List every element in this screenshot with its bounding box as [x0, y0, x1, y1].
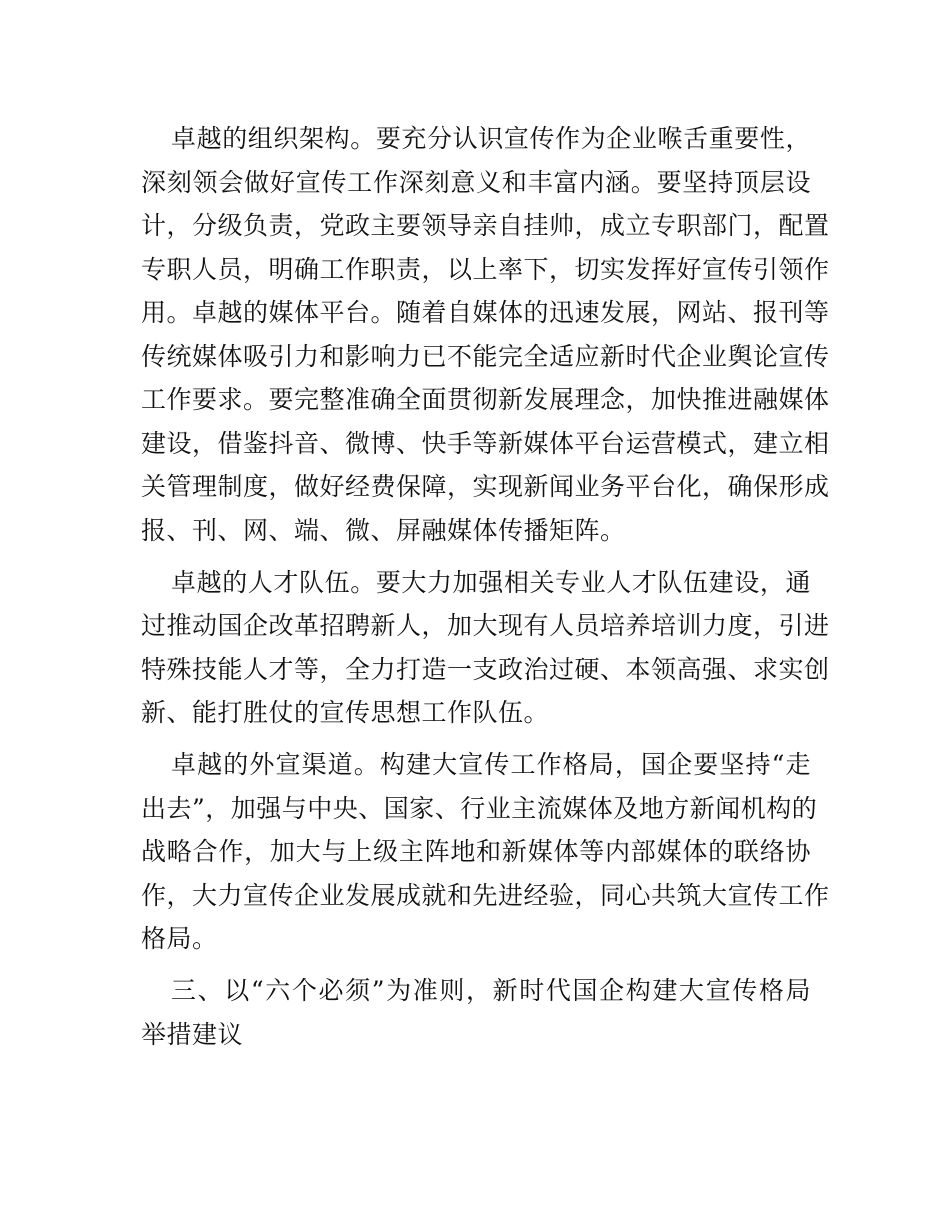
paragraph-line: 卓越的人才队伍。要大力加强相关专业人才队伍建设，通 [171, 567, 811, 597]
paragraph-line: 工作要求。要完整准确全面贯彻新发展理念，加快推进融媒体 [141, 385, 830, 414]
paragraph-line: 新、能打胜仗的宣传思想工作队伍。 [141, 698, 550, 727]
heading-line: 三、以“六个必须”为准则，新时代国企构建大宣传格局 [171, 976, 811, 1005]
paragraph-line: 格局。 [141, 924, 218, 953]
paragraph-line: 特殊技能人才等，全力打造一支政治过硬、本领高强、求实创 [141, 654, 830, 684]
paragraph-line: 卓越的外宣渠道。构建大宣传工作格局，国企要坚持“走 [171, 750, 811, 779]
paragraph-line: 建设，借鉴抖音、微博、快手等新媒体平台运营模式，建立相 [141, 428, 830, 458]
heading-line: 举措建议 [141, 1019, 244, 1049]
paragraph-line: 卓越的组织架构。要充分认识宣传作为企业喉舌重要性， [171, 124, 811, 153]
paragraph-line: 战略合作，加大与上级主阵地和新媒体等内部媒体的联络协 [141, 837, 811, 866]
paragraph-line: 计，分级负责，党政主要领导亲自挂帅，成立专职部门，配置 [141, 211, 830, 240]
paragraph-line: 出去”，加强与中央、国家、行业主流媒体及地方新闻机构的 [141, 793, 818, 823]
paragraph-line: 传统媒体吸引力和影响力已不能完全适应新时代企业舆论宣传 [141, 341, 830, 371]
document-body [141, 117, 830, 1065]
paragraph-line: 作，大力宣传企业发展成就和先进经验，同心共筑大宣传工作 [141, 880, 830, 910]
paragraph-line: 深刻领会做好宣传工作深刻意义和丰富内涵。要坚持顶层设 [141, 167, 811, 197]
paragraph-line: 报、刊、网、端、微、屏融媒体传播矩阵。 [141, 515, 626, 545]
paragraph-external-publicity [141, 743, 830, 961]
paragraph-line: 关管理制度，做好经费保障，实现新闻业务平台化，确保形成 [141, 472, 830, 501]
paragraph-organization [141, 117, 830, 552]
paragraph-talent [141, 561, 830, 735]
paragraph-line: 专职人员，明确工作职责，以上率下，切实发挥好宣传引领作 [141, 254, 830, 284]
section-heading-three [141, 969, 811, 1056]
paragraph-line: 用。卓越的媒体平台。随着自媒体的迅速发展，网站、报刊等 [141, 298, 830, 327]
paragraph-line: 过推动国企改革招聘新人，加大现有人员培养培训力度，引进 [141, 611, 830, 640]
